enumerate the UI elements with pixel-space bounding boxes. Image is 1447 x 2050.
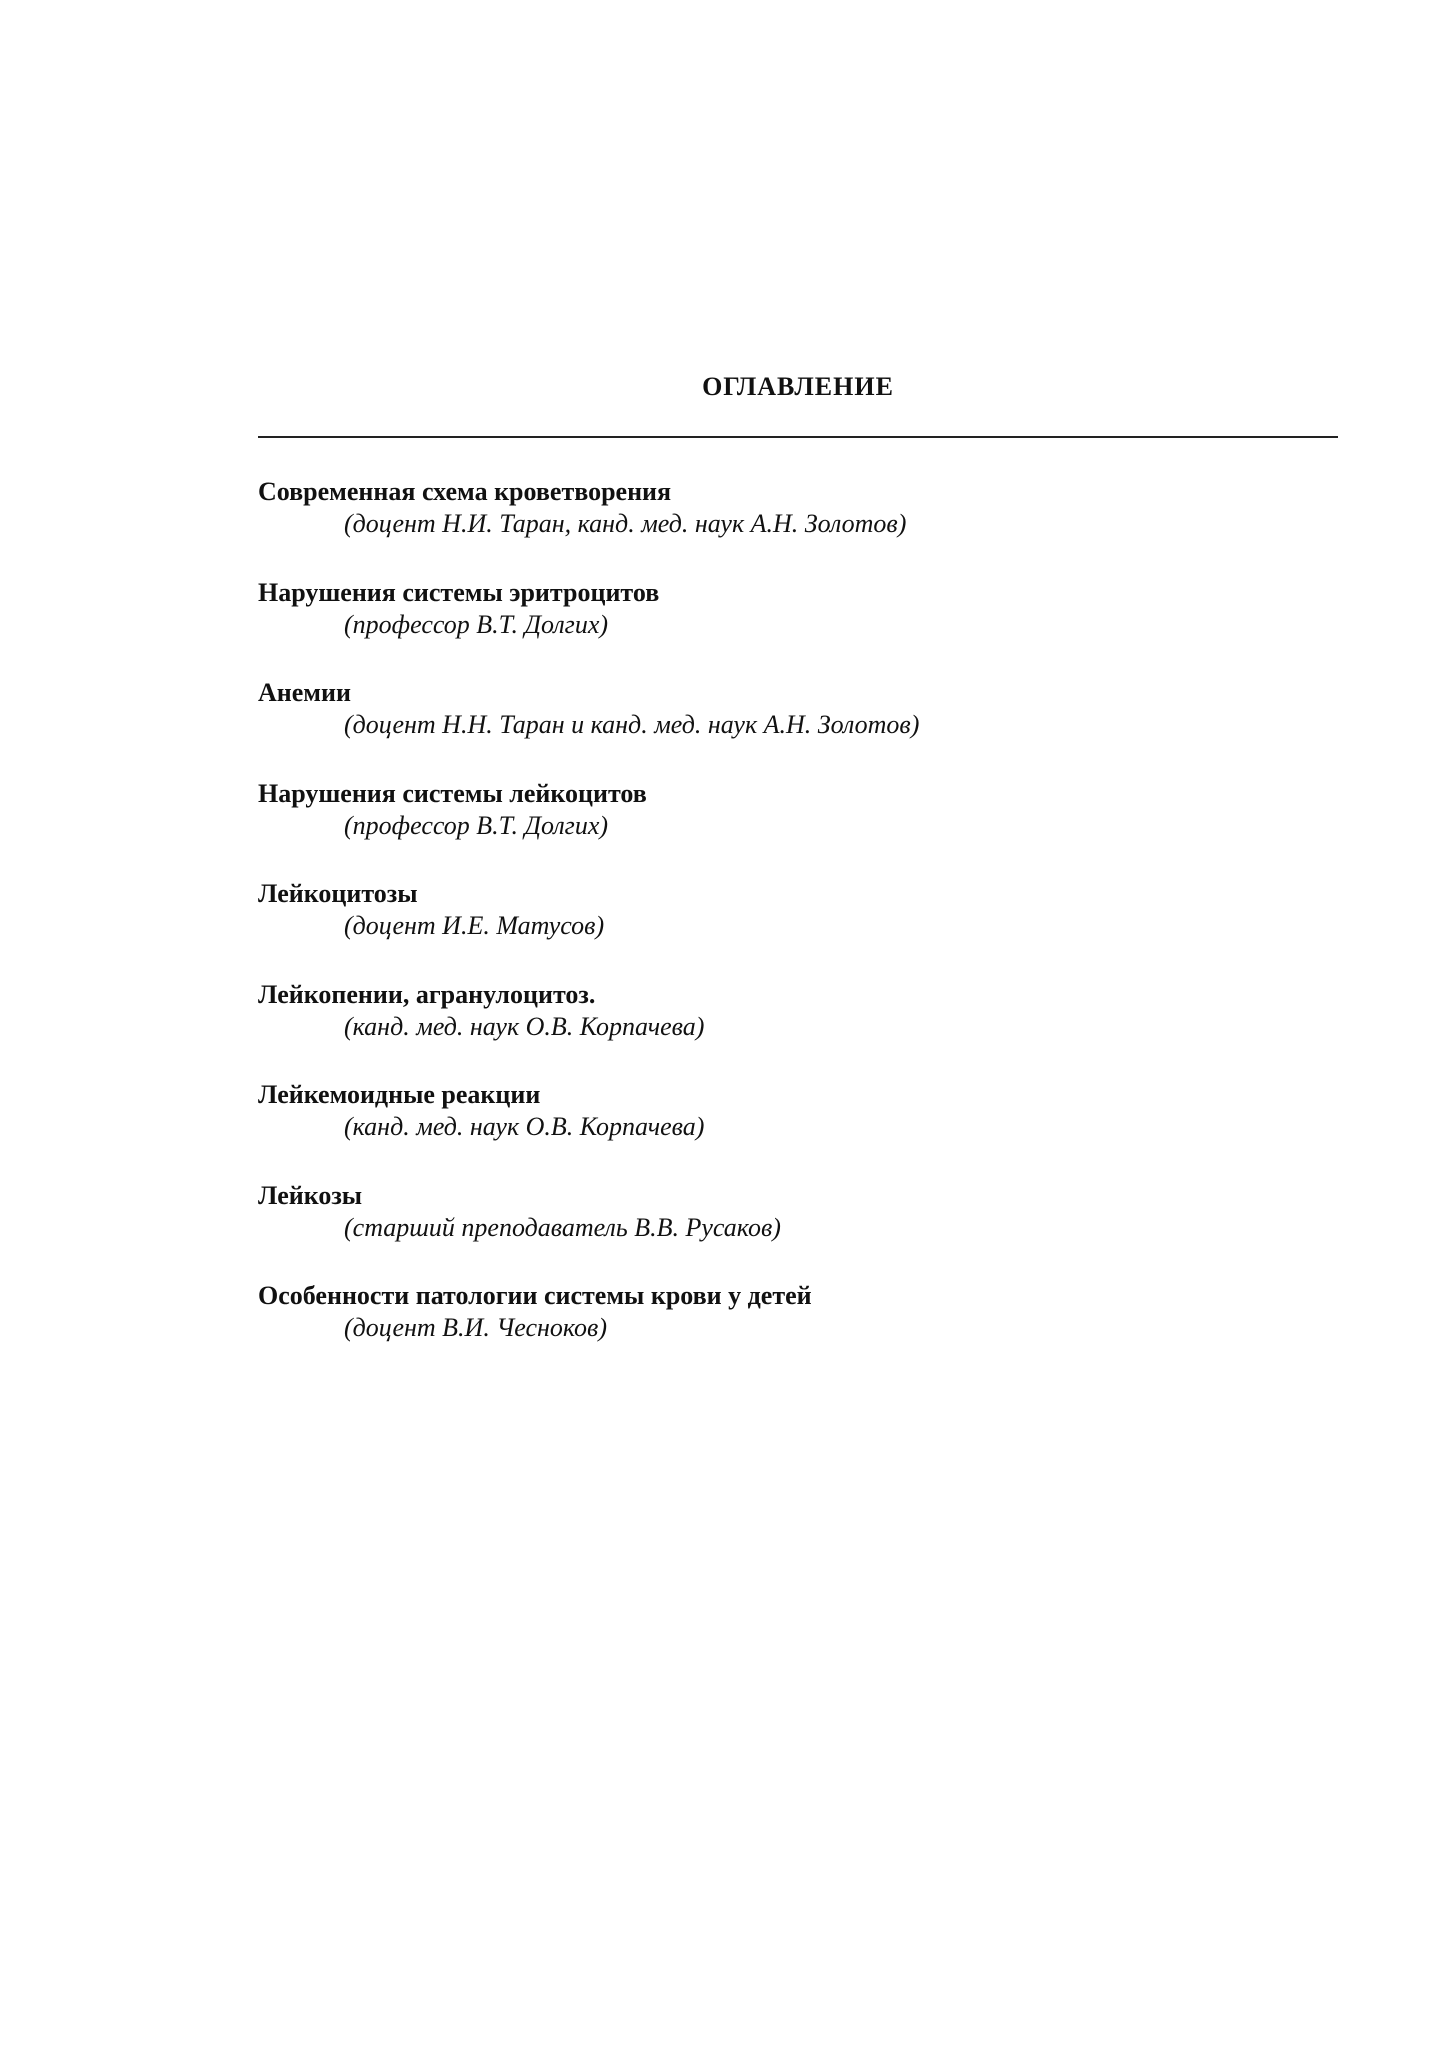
toc-entry-author: (доцент И.Е. Матусов) <box>344 911 605 940</box>
toc-entry-author: (доцент Н.Н. Таран и канд. мед. наук А.Н. Золотов) <box>344 710 920 739</box>
toc-entry-author: (доцент В.И. Чесноков) <box>344 1313 607 1342</box>
toc-entry <box>258 1180 1338 1281</box>
title-divider <box>258 436 1338 438</box>
toc-entry-title: Особенности патологии системы крови у детей <box>258 1281 812 1310</box>
toc-entry <box>258 979 1338 1080</box>
toc-entry-author: (канд. мед. наук О.В. Корпачева) <box>344 1112 705 1141</box>
toc-list <box>258 476 1338 1381</box>
toc-entry-title: Лейкозы <box>258 1180 363 1210</box>
toc-entry <box>258 577 1338 678</box>
toc-entry <box>258 1079 1338 1180</box>
toc-entry-title: Современная схема кроветворения <box>258 477 672 506</box>
toc-entry-title: Анемии <box>258 678 351 707</box>
toc-entry-title: Нарушения системы лейкоцитов <box>258 778 647 808</box>
toc-entry <box>258 677 1338 778</box>
toc-entry <box>258 778 1338 879</box>
toc-entry <box>258 878 1338 979</box>
toc-entry-author: (канд. мед. наук О.В. Корпачева) <box>344 1011 705 1041</box>
toc-entry <box>258 476 1338 577</box>
toc-entry-author: (профессор В.Т. Долгих) <box>344 810 609 840</box>
toc-entry-author: (доцент Н.И. Таран, канд. мед. наук А.Н. Золотов) <box>344 509 907 538</box>
toc-entry-author: (профессор В.Т. Долгих) <box>344 609 609 639</box>
toc-entry-author: (старший преподаватель В.В. Русаков) <box>344 1212 781 1242</box>
toc-entry-title: Лейкемоидные реакции <box>258 1080 541 1109</box>
toc-entry-title: Нарушения системы эритроцитов <box>258 577 660 607</box>
toc-entry-title: Лейкоцитозы <box>258 879 418 908</box>
page-title: ОГЛАВЛЕНИЕ <box>702 372 894 401</box>
toc-entry-title: Лейкопении, агранулоцитоз. <box>258 979 596 1009</box>
toc-entry <box>258 1280 1338 1381</box>
